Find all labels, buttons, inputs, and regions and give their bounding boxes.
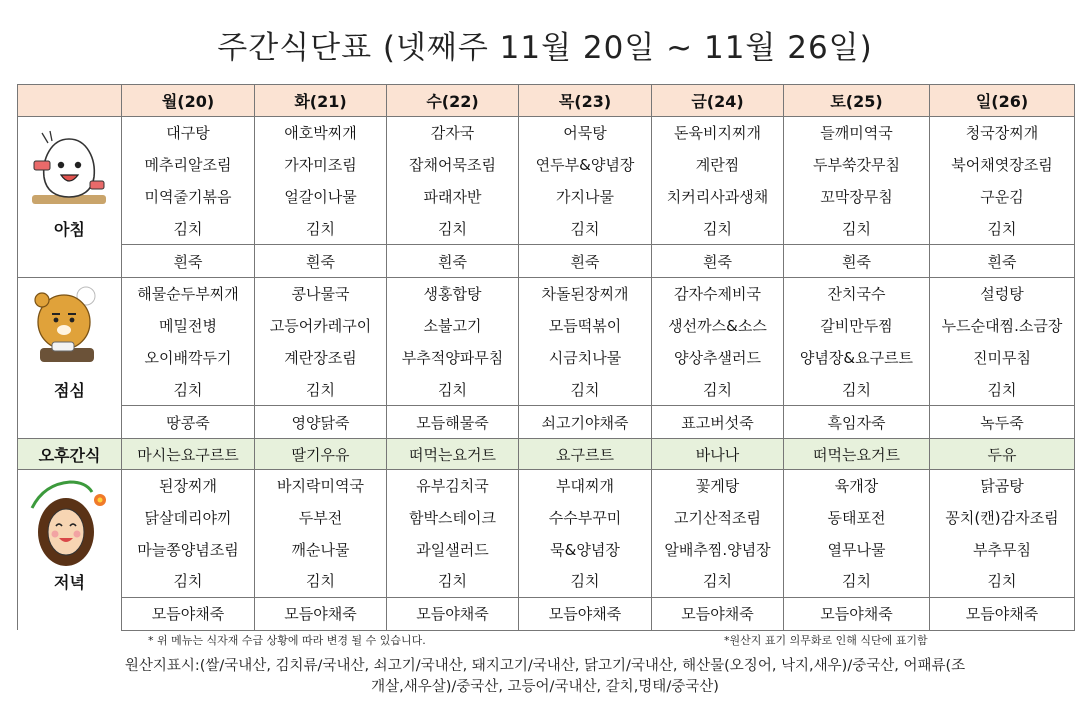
lunch-menu-item: 김치 [255, 373, 387, 405]
lunch-menu-item: 설렁탕 [930, 278, 1075, 310]
lunch-menu-item: 영양닭죽 [255, 406, 387, 439]
breakfast-menu-item: 흰죽 [930, 245, 1075, 278]
day-header: 일(26) [930, 85, 1075, 117]
day-header: 목(23) [519, 85, 652, 117]
breakfast-menu-item: 가지나물 [519, 181, 652, 213]
snack-item: 마시는요구르트 [122, 439, 255, 470]
dinner-menu-item: 김치 [122, 565, 255, 597]
breakfast-menu-item: 돈육비지찌개 [652, 117, 784, 149]
lunch-menu-item: 차돌된장찌개 [519, 278, 652, 310]
snack-item: 떠먹는요거트 [387, 439, 519, 470]
day-header: 토(25) [784, 85, 930, 117]
dinner-menu-item: 김치 [652, 565, 784, 597]
header-corner [18, 85, 122, 117]
breakfast-menu-item: 두부쑥갓무침 [784, 149, 930, 181]
breakfast-menu-item: 구운김 [930, 181, 1075, 213]
lion-character-icon [26, 282, 106, 368]
dinner-menu-item: 고기산적조림 [652, 502, 784, 534]
dinner-menu-item: 모듬야채죽 [784, 597, 930, 630]
lunch-menu-item: 녹두죽 [930, 406, 1075, 439]
breakfast-menu-item: 얼갈이나물 [255, 181, 387, 213]
breakfast-side-cell [18, 117, 122, 278]
lunch-menu-item: 시금치나물 [519, 342, 652, 374]
dinner-menu-item: 모듬야채죽 [122, 597, 255, 630]
breakfast-menu-item: 흰죽 [122, 245, 255, 278]
dinner-menu-item: 두부전 [255, 502, 387, 534]
day-header: 월(20) [122, 85, 255, 117]
snack-item: 바나나 [652, 439, 784, 470]
dinner-menu-item: 부대찌개 [519, 470, 652, 502]
dinner-menu-item: 꽃게탕 [652, 470, 784, 502]
change-notice: * 위 메뉴는 식자재 수급 상황에 따라 변경 될 수 있습니다. [148, 634, 426, 647]
breakfast-menu-item: 김치 [652, 212, 784, 244]
onigiri-character-icon [26, 121, 112, 211]
dinner-menu-item: 알배추찜.양념장 [652, 533, 784, 565]
breakfast-menu-item: 계란찜 [652, 149, 784, 181]
breakfast-menu-item: 흰죽 [652, 245, 784, 278]
lunch-menu-item: 모듬떡볶이 [519, 310, 652, 342]
breakfast-menu-item: 북어채엿장조림 [930, 149, 1075, 181]
dinner-side-cell [18, 470, 122, 631]
day-header: 수(22) [387, 85, 519, 117]
dinner-menu-item: 꽁치(캔)감자조림 [930, 502, 1075, 534]
lunch-menu-item: 고등어카레구이 [255, 310, 387, 342]
lunch-menu-item: 김치 [122, 373, 255, 405]
lunch-menu-item: 누드순대찜.소금장 [930, 310, 1075, 342]
lunch-side-cell [18, 278, 122, 439]
dinner-menu-item: 김치 [930, 565, 1075, 597]
menu-table [17, 84, 1075, 631]
breakfast-menu-item: 청국장찌개 [930, 117, 1075, 149]
breakfast-menu-item: 잡채어묵조림 [387, 149, 519, 181]
page-title: 주간식단표 (넷째주 11월 20일 ~ 11월 26일) [217, 30, 873, 66]
lunch-menu-item: 오이배깍두기 [122, 342, 255, 374]
snack-item: 떠먹는요거트 [784, 439, 930, 470]
snack-item: 두유 [930, 439, 1075, 470]
lunch-menu-item: 감자수제비국 [652, 278, 784, 310]
lunch-menu-item: 잔치국수 [784, 278, 930, 310]
lunch-menu-item: 계란장조림 [255, 342, 387, 374]
dinner-menu-item: 김치 [387, 565, 519, 597]
lunch-menu-item: 김치 [387, 373, 519, 405]
dinner-menu-item: 열무나물 [784, 533, 930, 565]
breakfast-menu-item: 꼬막장무침 [784, 181, 930, 213]
breakfast-menu-item: 메추리알조림 [122, 149, 255, 181]
breakfast-menu-item: 흰죽 [255, 245, 387, 278]
dinner-menu-item: 육개장 [784, 470, 930, 502]
lunch-menu-item: 갈비만두찜 [784, 310, 930, 342]
lunch-menu-item: 생홍합탕 [387, 278, 519, 310]
lunch-menu-item: 소불고기 [387, 310, 519, 342]
breakfast-label: 아침 [54, 220, 85, 239]
dinner-menu-item: 모듬야채죽 [519, 597, 652, 630]
breakfast-menu-item: 파래자반 [387, 181, 519, 213]
lunch-menu-item: 표고버섯죽 [652, 406, 784, 439]
dinner-menu-item: 닭곰탕 [930, 470, 1075, 502]
dinner-menu-item: 묵&양념장 [519, 533, 652, 565]
dinner-label: 저녁 [54, 573, 85, 592]
lunch-menu-item: 흑임자죽 [784, 406, 930, 439]
dinner-menu-item: 바지락미역국 [255, 470, 387, 502]
breakfast-menu-item: 감자국 [387, 117, 519, 149]
breakfast-menu-item: 흰죽 [387, 245, 519, 278]
dinner-menu-item: 과일샐러드 [387, 533, 519, 565]
lunch-menu-item: 김치 [652, 373, 784, 405]
lunch-menu-item: 해물순두부찌개 [122, 278, 255, 310]
lunch-menu-item: 김치 [519, 373, 652, 405]
snack-item: 딸기우유 [255, 439, 387, 470]
breakfast-menu-item: 흰죽 [519, 245, 652, 278]
breakfast-menu-item: 가자미조림 [255, 149, 387, 181]
origin-line: 원산지표시:(쌀/국내산, 김치류/국내산, 쇠고기/국내산, 돼지고기/국내산, 닭고기/국내산, 해산물(오징어, 낙지,새우)/중국산, 어패류(조 [124, 658, 966, 674]
dinner-menu-item: 동태포전 [784, 502, 930, 534]
lunch-menu-item: 메밀전병 [122, 310, 255, 342]
lunch-menu-item: 양상추샐러드 [652, 342, 784, 374]
snack-item: 요구르트 [519, 439, 652, 470]
dinner-menu-item: 김치 [255, 565, 387, 597]
lunch-menu-item: 부추적양파무침 [387, 342, 519, 374]
dinner-menu-item: 모듬야채죽 [652, 597, 784, 630]
origin-notice: *원산지 표기 의무화로 인해 식단에 표기함 [724, 634, 928, 647]
breakfast-menu-item: 김치 [930, 212, 1075, 244]
dinner-menu-item: 모듬야채죽 [930, 597, 1075, 630]
dinner-menu-item: 모듬야채죽 [387, 597, 519, 630]
lunch-menu-item: 모듬해물죽 [387, 406, 519, 439]
day-header: 화(21) [255, 85, 387, 117]
dinner-menu-item: 마늘쫑양념조림 [122, 533, 255, 565]
breakfast-menu-item: 애호박찌개 [255, 117, 387, 149]
breakfast-menu-item: 들깨미역국 [784, 117, 930, 149]
breakfast-menu-item: 미역줄기볶음 [122, 181, 255, 213]
lunch-menu-item: 생선까스&소스 [652, 310, 784, 342]
origin-line: 개살,새우살)/중국산, 고등어/국내산, 갈치,명태/중국산) [371, 679, 719, 695]
dinner-menu-item: 함박스테이크 [387, 502, 519, 534]
dinner-menu-item: 김치 [519, 565, 652, 597]
breakfast-menu-item: 연두부&양념장 [519, 149, 652, 181]
lunch-menu-item: 콩나물국 [255, 278, 387, 310]
lunch-menu-item: 김치 [930, 373, 1075, 405]
lunch-menu-item: 땅콩죽 [122, 406, 255, 439]
dinner-menu-item: 김치 [784, 565, 930, 597]
dinner-menu-item: 유부김치국 [387, 470, 519, 502]
dinner-menu-item: 수수부꾸미 [519, 502, 652, 534]
breakfast-menu-item: 치커리사과생채 [652, 181, 784, 213]
dinner-menu-item: 깨순나물 [255, 533, 387, 565]
breakfast-menu-item: 김치 [519, 212, 652, 244]
breakfast-menu-item: 김치 [784, 212, 930, 244]
breakfast-menu-item: 대구탕 [122, 117, 255, 149]
snack-label: 오후간식 [18, 439, 122, 470]
day-header: 금(24) [652, 85, 784, 117]
smiling-girl-icon [26, 474, 112, 570]
dinner-menu-item: 닭살데리야끼 [122, 502, 255, 534]
breakfast-menu-item: 김치 [122, 212, 255, 244]
lunch-menu-item: 양념장&요구르트 [784, 342, 930, 374]
lunch-menu-item: 진미무침 [930, 342, 1075, 374]
dinner-menu-item: 모듬야채죽 [255, 597, 387, 630]
breakfast-menu-item: 흰죽 [784, 245, 930, 278]
dinner-menu-item: 된장찌개 [122, 470, 255, 502]
dinner-menu-item: 부추무침 [930, 533, 1075, 565]
lunch-menu-item: 김치 [784, 373, 930, 405]
lunch-menu-item: 쇠고기야채죽 [519, 406, 652, 439]
lunch-label: 점심 [54, 381, 85, 400]
breakfast-menu-item: 어묵탕 [519, 117, 652, 149]
breakfast-menu-item: 김치 [387, 212, 519, 244]
origin-labels [20, 656, 1070, 698]
breakfast-menu-item: 김치 [255, 212, 387, 244]
